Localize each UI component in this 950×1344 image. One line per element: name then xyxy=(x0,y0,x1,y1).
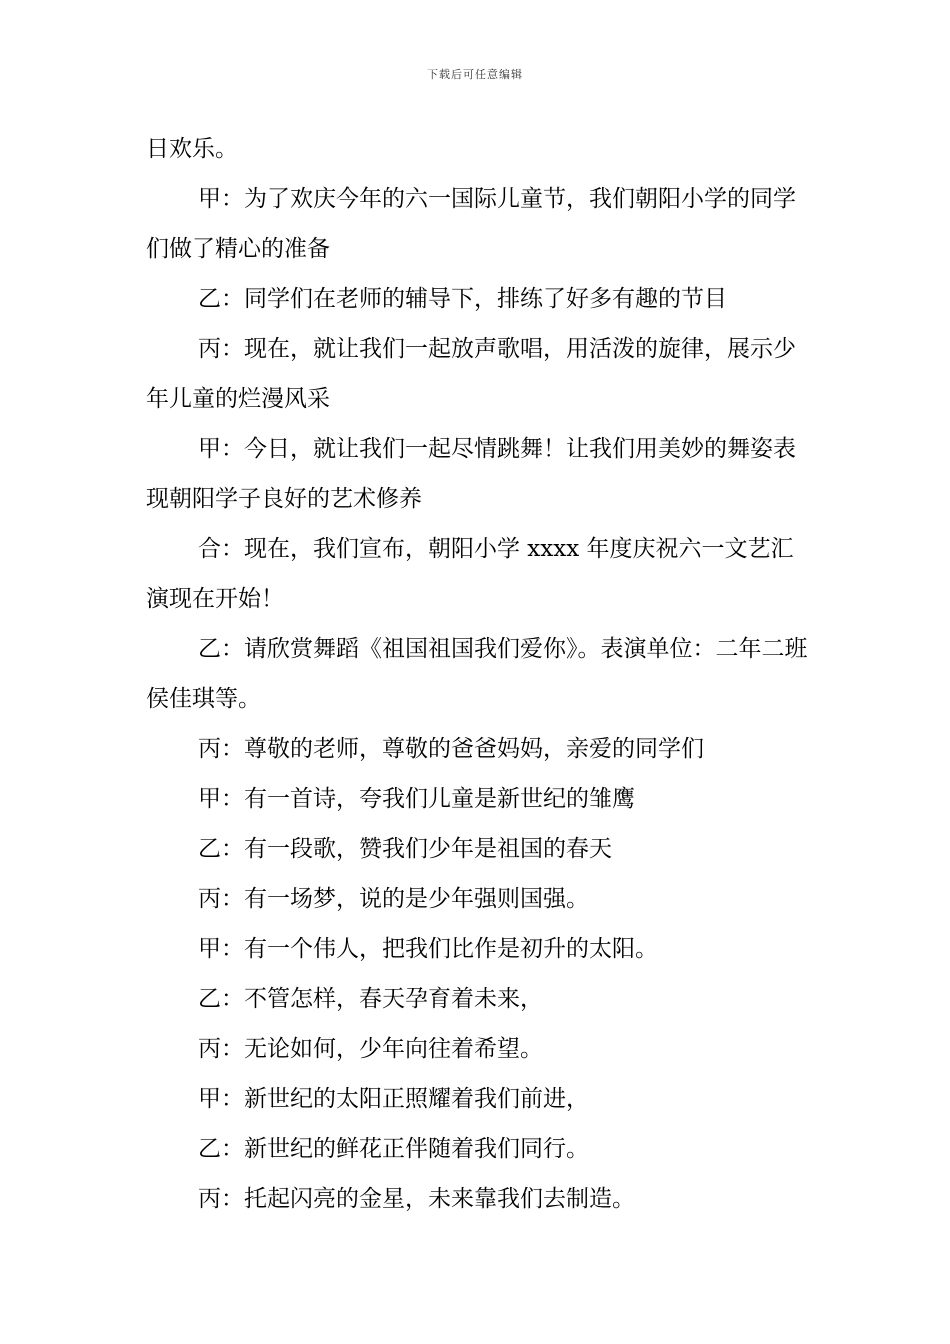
paragraph: 丙：无论如何，少年向往着希望。 xyxy=(198,1036,543,1062)
paragraph: 丙：现在，就让我们一起放声歌唱，用活泼的旋律，展示少年儿童的烂漫风采 xyxy=(146,336,796,412)
paragraph: 丙：托起闪亮的金星，未来靠我们去制造。 xyxy=(198,1186,635,1212)
paragraph: 乙：不管怎样，春天孕育着未来， xyxy=(198,986,543,1012)
paragraph: 乙：有一段歌，赞我们少年是祖国的春天 xyxy=(198,836,612,862)
document-body xyxy=(146,124,816,1224)
paragraph: 日欢乐。 xyxy=(146,136,238,162)
paragraph: 甲：新世纪的太阳正照耀着我们前进， xyxy=(198,1086,589,1112)
paragraph: 甲：为了欢庆今年的六一国际儿童节，我们朝阳小学的同学们做了精心的准备 xyxy=(146,186,796,262)
paragraph: 丙：尊敬的老师，尊敬的爸爸妈妈，亲爱的同学们 xyxy=(198,736,704,762)
paragraph: 甲：有一首诗，夸我们儿童是新世纪的雏鹰 xyxy=(198,786,635,812)
page-header: 下载后可任意编辑 xyxy=(427,68,523,81)
paragraph: 合：现在，我们宣布，朝阳小学 xxxx 年度庆祝六一文艺汇演现在开始！ xyxy=(146,536,794,612)
paragraph: 甲：有一个伟人，把我们比作是初升的太阳。 xyxy=(198,936,658,962)
paragraph: 乙：新世纪的鲜花正伴随着我们同行。 xyxy=(198,1136,589,1162)
paragraph: 丙：有一场梦，说的是少年强则国强。 xyxy=(198,886,589,912)
paragraph: 乙：同学们在老师的辅导下，排练了好多有趣的节目 xyxy=(198,286,727,312)
paragraph: 乙：请欣赏舞蹈《祖国祖国我们爱你》。表演单位：二年二班侯佳琪等。 xyxy=(146,636,808,712)
paragraph: 甲：今日，就让我们一起尽情跳舞！让我们用美妙的舞姿表现朝阳学子良好的艺术修养 xyxy=(146,436,796,512)
